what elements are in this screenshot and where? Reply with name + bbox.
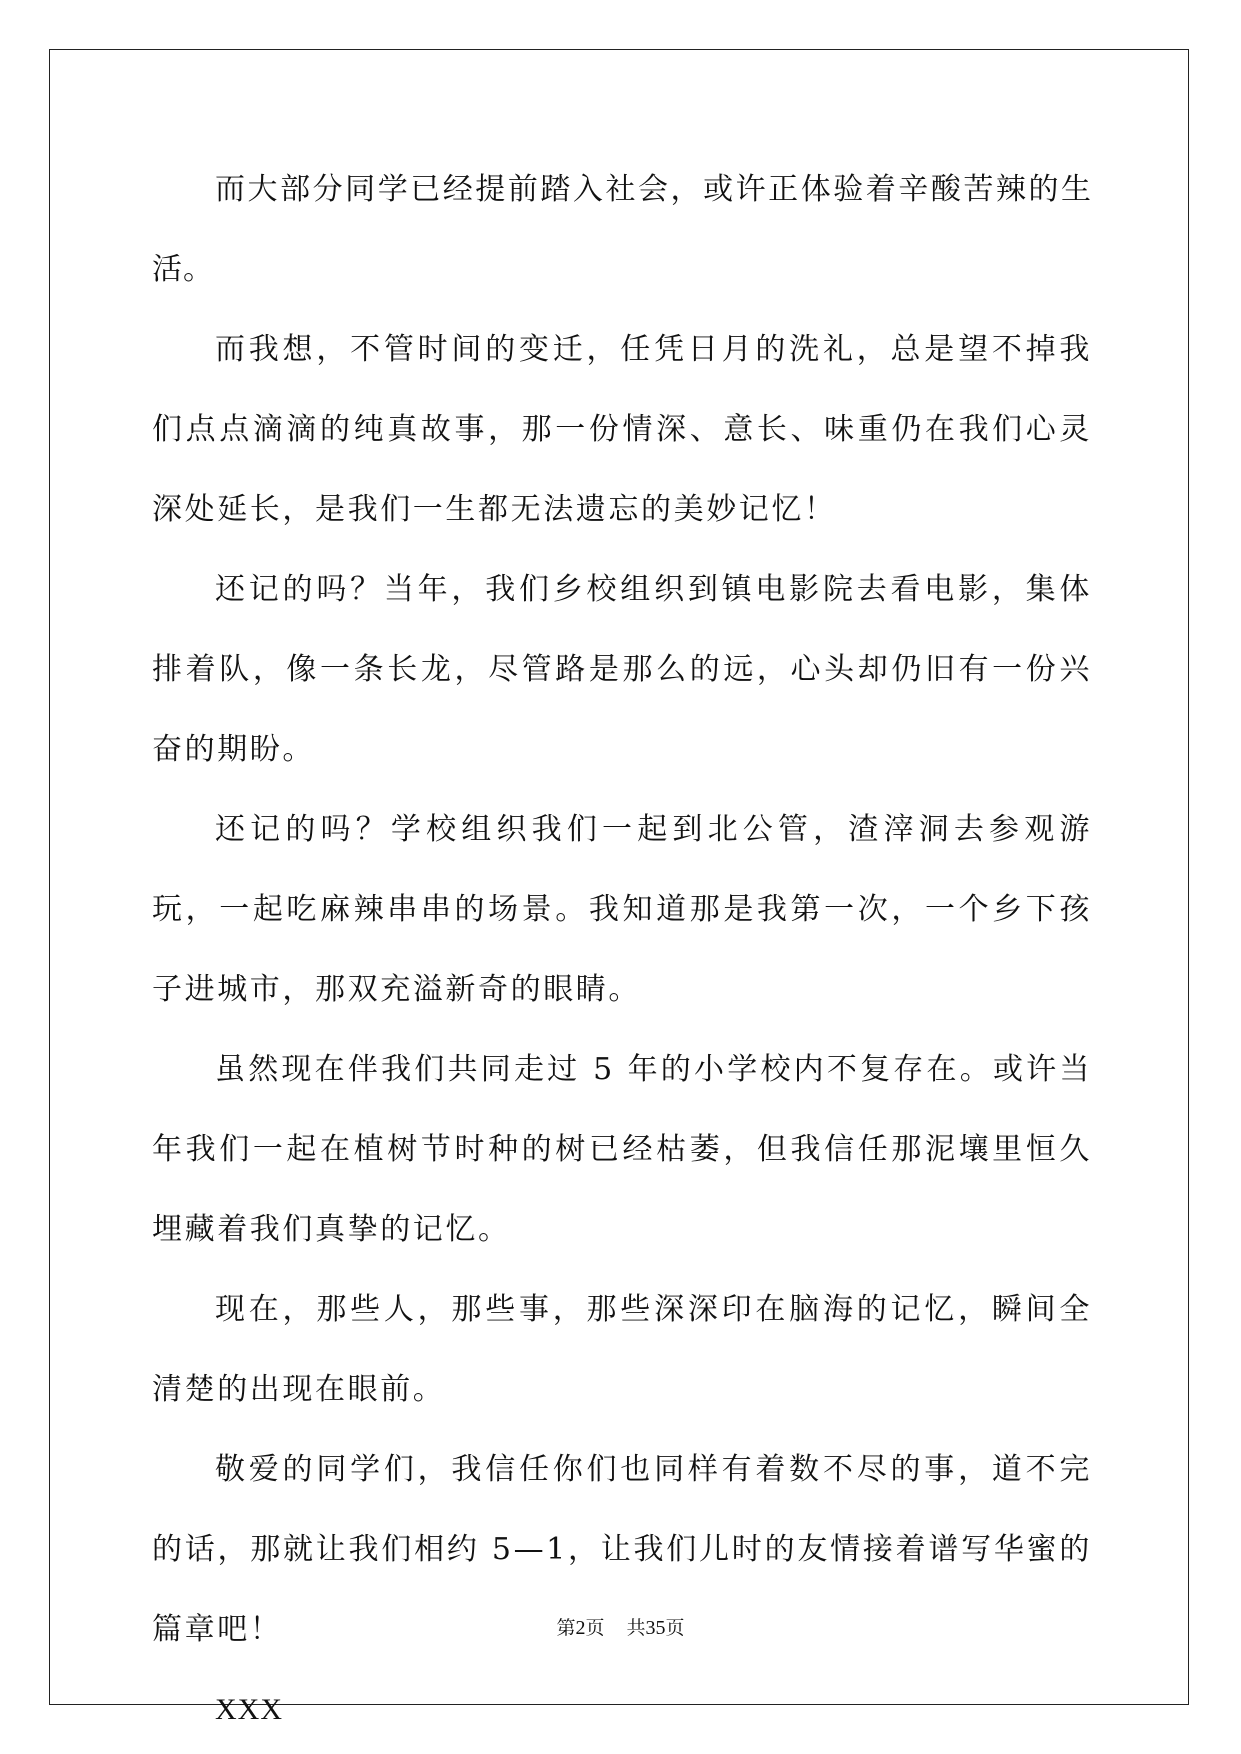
footer-total-pages: 35 (645, 1617, 666, 1639)
document-body (152, 150, 1092, 1750)
paragraph-6: 现在，那些人，那些事，那些深深印在脑海的记忆，瞬间全清楚的出现在眼前。 (152, 1292, 1092, 1407)
paragraph-7: 敬爱的同学们，我信任你们也同样有着数不尽的事，道不完的话，那就让我们相约 5—1，让我们儿时的友情接着谱写华蜜的篇章吧！ (152, 1452, 1092, 1647)
paragraph-4: 还记的吗？学校组织我们一起到北公管，渣滓洞去参观游玩，一起吃麻辣串串的场景。我知道那是我第一次，一个乡下孩子进城市，那双充溢新奇的眼睛。 (152, 812, 1092, 1007)
footer-total-prefix: 共 (626, 1617, 646, 1639)
paragraph-5: 虽然现在伴我们共同走过 5 年的小学校内不复存在。或许当年我们一起在植树节时种的树已经枯萎，但我信任那泥壤里恒久埋藏着我们真挚的记忆。 (152, 1052, 1092, 1247)
paragraph-1: 而大部分同学已经提前踏入社会，或许正体验着辛酸苦辣的生活。 (152, 172, 1092, 287)
paragraph-3: 还记的吗？当年，我们乡校组织到镇电影院去看电影，集体排着队，像一条长龙，尽管路是那么的远，心头却仍旧有一份兴奋的期盼。 (152, 572, 1092, 767)
signature: XXX (215, 1693, 283, 1726)
footer-total-suffix: 页 (665, 1617, 685, 1639)
footer-page-suffix: 页 (585, 1617, 605, 1639)
paragraph-2: 而我想，不管时间的变迁，任凭日月的洗礼，总是望不掉我们点点滴滴的纯真故事，那一份情深、意长、味重仍在我们心灵深处延长，是我们一生都无法遗忘的美妙记忆！ (152, 332, 1092, 527)
page-footer (0, 1616, 1241, 1640)
footer-page-number: 2 (575, 1617, 586, 1639)
footer-page-prefix: 第 (556, 1617, 576, 1639)
